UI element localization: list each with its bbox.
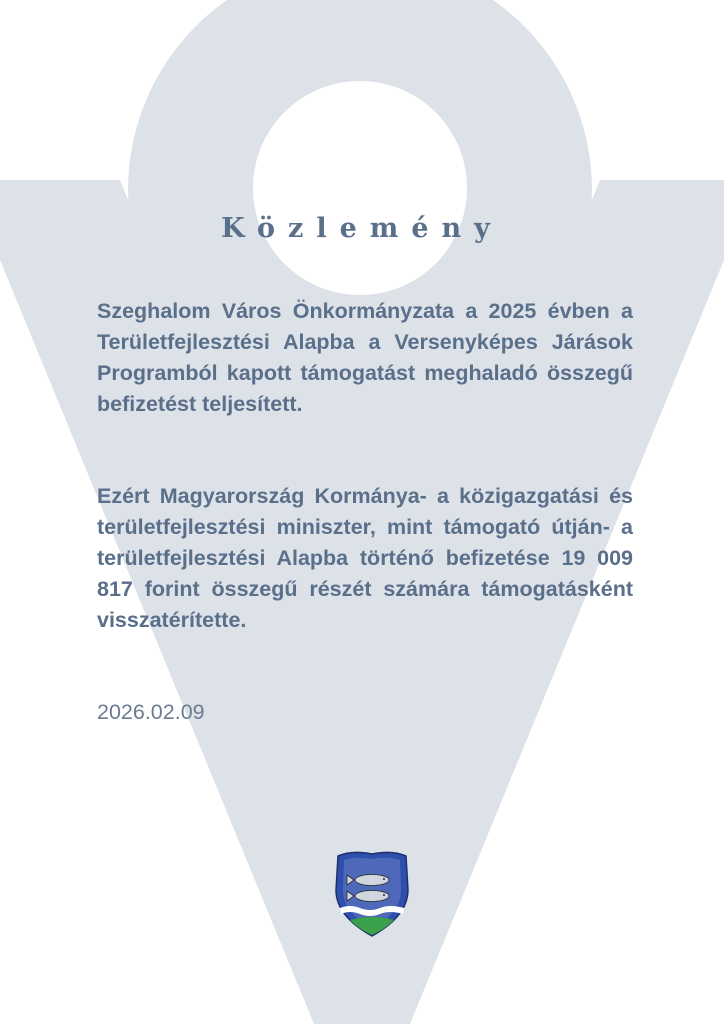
- notice-paragraph-2: Ezért Magyarország Kormánya- a közigazgatási és területfejlesztési miniszter, mint támogató útján- a területfejlesztési Alapba történő befizetése 19 009 817 forint összegű részét számára támogatásként visszatérítette.: [97, 484, 633, 632]
- notice-paragraph-1: Szeghalom Város Önkormányzata a 2025 évben a Területfejlesztési Alapba a Versenyképes Járások Programból kapott támogatást meghaladó összegű befizetést teljesített.: [97, 299, 633, 416]
- coat-of-arms-icon: [332, 850, 412, 938]
- notice-title: Közlemény: [221, 213, 503, 244]
- notice-date: 2026.02.09: [97, 700, 205, 724]
